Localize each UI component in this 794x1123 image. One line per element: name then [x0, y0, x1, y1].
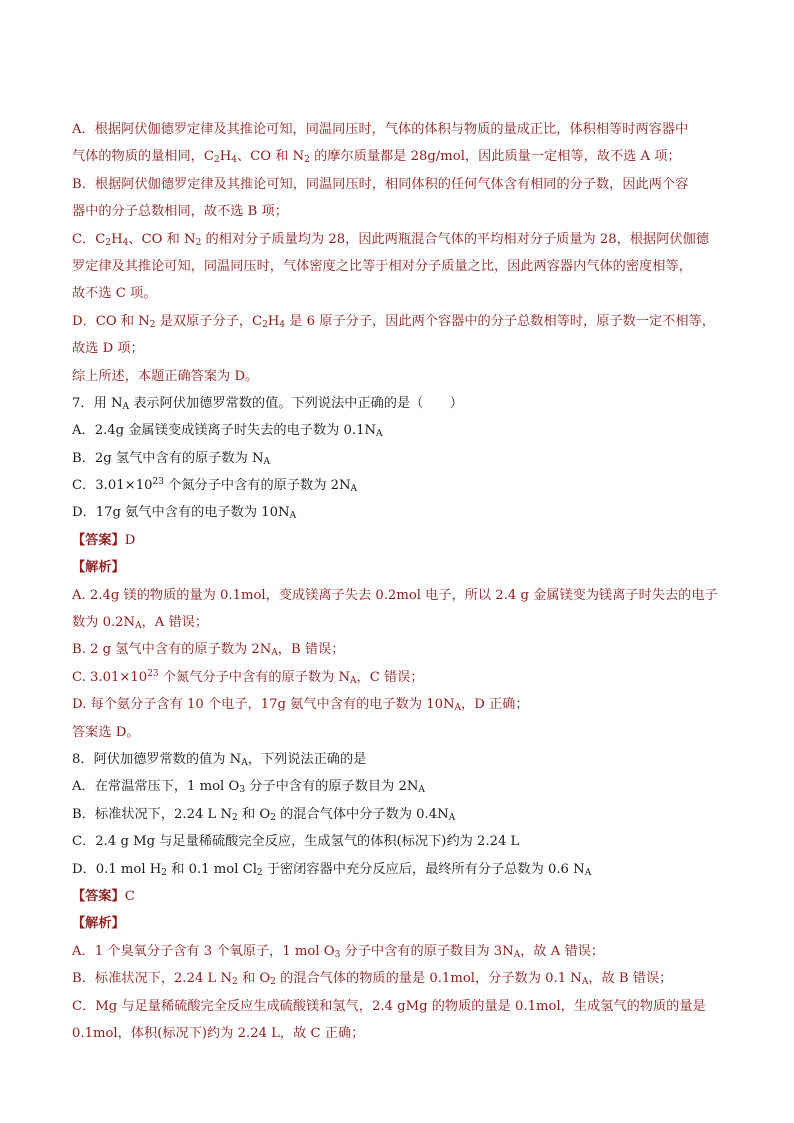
- text-line: [72, 499, 734, 526]
- subscript: 4: [279, 319, 286, 330]
- text-run: 【答案】: [72, 532, 125, 548]
- subscript: 3: [239, 785, 246, 796]
- subscript: A: [376, 429, 383, 440]
- subscript: A: [122, 401, 129, 412]
- text-run: C．C: [72, 231, 106, 247]
- text-run: ，D 正确；: [461, 697, 529, 713]
- subscript: A: [350, 675, 357, 686]
- text-run: ，故 A 错误；: [520, 943, 605, 959]
- text-run: ，C 错误；: [356, 669, 424, 685]
- subscript: 2: [149, 319, 156, 330]
- text-line: [72, 390, 734, 417]
- text-run: 分子中含有的原子数目为 2N: [245, 779, 419, 795]
- text-run: D: [124, 532, 136, 548]
- subscript: 2: [262, 319, 268, 330]
- subscript: A: [350, 484, 357, 495]
- text-run: H: [111, 231, 123, 247]
- text-run: 的混合气体中分子数为 0.4N: [275, 806, 449, 822]
- text-run: 个氮分子中含有的原子数为 2N: [163, 478, 351, 494]
- text-run: D．0.1 mol H: [72, 861, 162, 877]
- text-run: 答案选 D。: [72, 724, 140, 740]
- text-run: 和 O: [237, 806, 271, 822]
- text-run: A．1 个臭氧分子含有 3 个氧原子，1 mol O: [72, 943, 335, 959]
- subscript: A: [241, 757, 248, 768]
- text-run: 数为 0.2N: [72, 615, 136, 631]
- subscript: A: [263, 456, 271, 467]
- text-run: B．标准状况下，2.24 L N: [72, 806, 233, 822]
- subscript: A: [584, 867, 592, 878]
- subscript: 2: [270, 812, 276, 823]
- text-run: 和 O: [237, 971, 271, 987]
- text-run: 、CO 和 N: [128, 231, 196, 247]
- text-run: B. 2 g 氢气中含有的原子数为 2N: [72, 642, 272, 658]
- text-run: 个氮气分子中含有的原子数为 N: [158, 669, 351, 685]
- text-line: [72, 280, 734, 307]
- text-line: [72, 335, 734, 362]
- text-run: B．根据阿伏伽德罗定律及其推论可知，同温同压时，相同体积的任何气体含有相同的分子数，因此两个容: [72, 176, 689, 192]
- subscript: 2: [213, 155, 220, 166]
- text-line: [72, 773, 734, 800]
- text-run: A．2.4g 金属镁变成镁离子时失去的电子数为 0.1N: [72, 423, 377, 439]
- text-run: 的摩尔质量都是 28g/mol，因此质量一定相等，故不选 A 项；: [309, 149, 681, 165]
- text-line: [72, 253, 734, 280]
- subscript: A: [135, 621, 142, 632]
- subscript: A: [289, 511, 297, 522]
- subscript: 2: [232, 977, 238, 988]
- text-run: ，B 错误；: [277, 642, 345, 658]
- text-line: [72, 143, 734, 170]
- text-run: 0.1mol，体积(标况下)约为 2.24 L，故 C 正确；: [72, 1025, 365, 1041]
- text-line: [72, 198, 734, 225]
- text-line: [72, 828, 734, 855]
- text-line: [72, 582, 734, 609]
- text-line: [72, 993, 734, 1020]
- subscript: 2: [256, 867, 263, 878]
- text-run: C．2.4 g Mg 与足量稀硫酸完全反应，生成氢气的体积(标况下)约为 2.24 L: [72, 834, 520, 850]
- text-line: [72, 883, 734, 910]
- text-run: 气体的物质的量相同，C: [72, 149, 214, 165]
- text-line: [72, 417, 734, 444]
- text-run: 、CO 和 N: [236, 149, 305, 165]
- text-line: [72, 226, 734, 253]
- text-run: 故不选 C 项。: [72, 286, 157, 302]
- subscript: A: [418, 785, 425, 796]
- text-line: [72, 116, 734, 143]
- superscript: 23: [147, 668, 159, 679]
- superscript: 23: [152, 477, 164, 488]
- text-line: [72, 472, 734, 499]
- subscript: 2: [195, 237, 202, 248]
- text-run: 是双原子分子，C: [155, 313, 263, 329]
- text-line: [72, 636, 734, 663]
- text-line: [72, 1020, 734, 1047]
- text-run: D．CO 和 N: [72, 313, 150, 329]
- subscript: 3: [334, 949, 341, 960]
- subscript: 4: [231, 155, 237, 166]
- text-run: 综上所述，本题正确答案为 D。: [72, 368, 259, 384]
- text-line: [72, 445, 734, 472]
- text-run: 8．阿伏加德罗常数的值为 N: [72, 751, 242, 767]
- text-run: 罗定律及其推论可知，同温同压时，气体密度之比等于相对分子质量之比，因此两容器内气体的密度相等，: [72, 258, 692, 274]
- text-run: B．标准状况下，2.24 L N: [72, 971, 233, 987]
- text-line: [72, 801, 734, 828]
- subscript: 2: [304, 155, 310, 166]
- subscript: A: [271, 648, 278, 659]
- text-run: C. 3.01×10: [72, 669, 148, 685]
- text-line: [72, 554, 734, 581]
- subscript: A: [513, 949, 521, 960]
- text-line: [72, 609, 734, 636]
- subscript: A: [581, 977, 589, 988]
- text-run: 和 0.1 mol Cl: [167, 861, 257, 877]
- text-run: 【解析】: [72, 560, 125, 576]
- text-run: 故选 D 项；: [72, 341, 144, 357]
- text-run: 7．用 N: [72, 395, 123, 411]
- text-line: [72, 308, 734, 335]
- subscript: 2: [270, 977, 276, 988]
- text-run: B．2g 氢气中含有的原子数为 N: [72, 450, 264, 466]
- text-run: 分子中含有的原子数目为 3N: [340, 943, 514, 959]
- text-line: [72, 691, 734, 718]
- text-run: H: [267, 313, 280, 329]
- text-line: [72, 664, 734, 691]
- text-line: [72, 171, 734, 198]
- text-run: H: [219, 149, 232, 165]
- text-run: A. 2.4g 镁的物质的量为 0.1mol，变成镁离子失去 0.2mol 电子，所以 2.4 g 金属镁变为镁离子时失去的电子: [72, 587, 718, 603]
- text-run: 于密闭容器中充分反应后，最终所有分子总数为 0.6 N: [262, 861, 585, 877]
- text-run: 的相对分子质量均为 28，因此两瓶混合气体的平均相对分子质量为 28，根据阿伏伽德: [201, 231, 709, 247]
- text-run: ，下列说法正确的是: [247, 751, 367, 767]
- text-run: 【解析】: [72, 916, 125, 932]
- text-run: A．在常温常压下，1 mol O: [72, 779, 240, 795]
- subscript: 2: [105, 237, 112, 248]
- subscript: 4: [122, 237, 129, 248]
- text-line: [72, 856, 734, 883]
- text-run: 表示阿伏加德罗常数的值。下列说法中正确的是（ ）: [129, 395, 463, 411]
- subscript: A: [454, 703, 462, 714]
- text-run: D. 每个氨分子含有 10 个电子，17g 氨气中含有的电子数为 10N: [72, 697, 455, 713]
- text-run: C．3.01×10: [72, 478, 153, 494]
- text-run: A．根据阿伏伽德罗定律及其推论可知，同温同压时，气体的体积与物质的量成正比，体积相等时两容器中: [72, 122, 689, 137]
- text-run: D．17g 氨气中含有的电子数为 10N: [72, 505, 290, 521]
- text-line: [72, 938, 734, 965]
- subscript: 2: [232, 812, 238, 823]
- text-run: 器中的分子总数相同，故不选 B 项；: [72, 204, 288, 220]
- text-line: [72, 527, 734, 554]
- text-run: 的混合气体的物质的量是 0.1mol，分子数为 0.1 N: [275, 971, 582, 987]
- subscript: 2: [161, 867, 168, 878]
- text-run: ，A 错误；: [141, 615, 209, 631]
- text-run: 【答案】: [72, 888, 125, 904]
- subscript: A: [448, 812, 456, 823]
- text-line: [72, 746, 734, 773]
- text-line: [72, 910, 734, 937]
- text-line: [72, 965, 734, 992]
- text-line: [72, 363, 734, 390]
- text-run: 是 6 原子分子，因此两个容器中的分子总数相等时，原子数一定不相等，: [285, 313, 715, 329]
- text-run: C: [124, 888, 135, 904]
- text-run: ，故 B 错误；: [588, 971, 673, 987]
- text-run: C．Mg 与足量稀硫酸完全反应生成硫酸镁和氢气，2.4 gMg 的物质的量是 0.1mol，生成氢气的物质的量是: [72, 998, 706, 1014]
- document-text: [72, 116, 734, 1047]
- text-line: [72, 719, 734, 746]
